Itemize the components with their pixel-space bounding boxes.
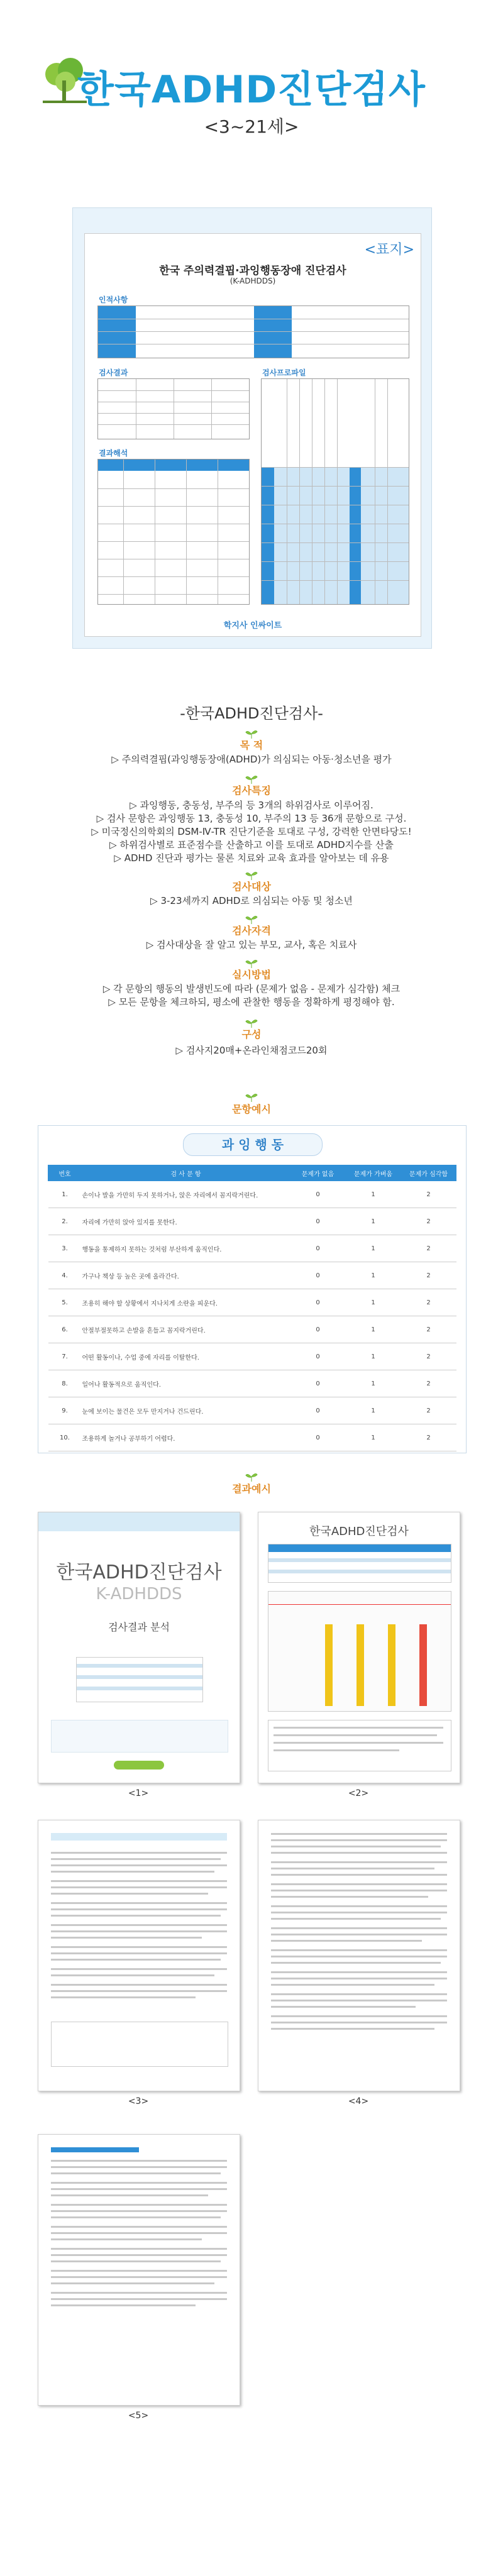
form-brand: 학지사 인싸이트 (223, 621, 282, 630)
col-header-none: 문제가 없음 (290, 1165, 346, 1181)
table-row: 4. 가구나 책상 등 높은 곳에 올라간다. 0 1 2 (48, 1262, 456, 1289)
example-card-title: 과 잉 행 동 (183, 1133, 323, 1156)
page-subtitle: <3~21세> (204, 116, 299, 137)
features-line-5: ▷ ADHD 진단과 평가는 물론 치료와 교육 효과를 알아보는 데 유용 (114, 852, 389, 864)
col-header-item: 검 사 문 항 (82, 1165, 290, 1181)
table-row: 7. 어떤 활동이나, 수업 중에 자리를 이탈한다. 0 1 2 (48, 1343, 456, 1370)
form-summary-heading: 결과해석 (99, 449, 128, 458)
features-line-3: ▷ 미국정신의학회의 DSM-Ⅳ-TR 진단기준을 토대로 구성, 강력한 안면타당도! (91, 826, 412, 837)
result-page-1-report: 검사결과 분석 (108, 1621, 170, 1633)
result-page-1-title: 한국ADHD진단검사 (56, 1561, 222, 1583)
col-header-severe: 문제가 심각함 (401, 1165, 456, 1181)
result-page-2 (258, 1512, 460, 1783)
table-row: 3. 행동을 통제하지 못하는 것처럼 부산하게 움직인다. 0 1 2 (48, 1235, 456, 1262)
composition-text: ▷ 검사지20매+온라인채점코드20회 (175, 1045, 328, 1056)
intro-heading: -한국ADHD진단검사- (180, 705, 323, 722)
table-row: 8. 일어나 활동적으로 움직인다. 0 1 2 (48, 1370, 456, 1397)
purpose-text: ▷ 주의력결핍(과잉행동장애(ADHD)가 의심되는 아동·청소년을 평가 (111, 754, 392, 765)
form-profile-heading: 검사프로파일 (262, 368, 306, 377)
result-page-1-sub: K-ADHDDS (96, 1585, 182, 1604)
features-line-1: ▷ 과잉행동, 충동성, 부주의 등 3개의 하위검사로 이루어짐. (130, 800, 373, 811)
composition-label: 구성 (241, 1028, 262, 1040)
form-title: 한국 주의력결핍·과잉행동장애 진단검사 (159, 265, 346, 277)
example-label: 문항예시 (232, 1103, 271, 1115)
results-label: 결과예시 (232, 1483, 271, 1495)
method-line-2: ▷ 모든 문항을 체크하되, 평소에 관찰한 행동을 정확하게 평정해야 함. (108, 996, 395, 1008)
form-subtitle: (K-ADHDDS) (229, 277, 276, 285)
features-line-4: ▷ 하위검사별로 표준점수를 산출하고 이를 토대로 ADHD지수를 산출 (109, 839, 394, 850)
profile-grid (261, 378, 409, 605)
summary-grid (97, 459, 250, 605)
qualification-label: 검사자격 (232, 925, 271, 937)
table-row: 5. 조용히 해야 할 상황에서 지나치게 소란을 피운다. 0 1 2 (48, 1289, 456, 1316)
col-header-number: 번호 (48, 1165, 82, 1181)
target-text: ▷ 3-23세까지 ADHD로 의심되는 아동 및 청소년 (150, 895, 353, 906)
example-card (38, 1125, 467, 1453)
result-caption-2: <2> (348, 1788, 369, 1798)
example-table (48, 1165, 456, 1451)
table-row: 6. 안절부절못하고 손발을 흔들고 꼼지락거린다. 0 1 2 (48, 1316, 456, 1343)
result-caption-1: <1> (128, 1788, 149, 1798)
result-page-2-title: 한국ADHD진단검사 (309, 1525, 409, 1538)
result-caption-3: <3> (128, 2096, 149, 2106)
result-caption-4: <4> (348, 2096, 369, 2106)
result-caption-5: <5> (128, 2411, 149, 2421)
features-line-2: ▷ 검사 문항은 과잉행동 13, 충동성 10, 부주의 13 등 36개 문항으로 구성. (96, 813, 407, 824)
form-card (84, 233, 421, 637)
features-label: 검사특징 (232, 784, 271, 796)
result-grid (97, 378, 250, 439)
form-tag: <표지> (364, 242, 414, 258)
table-row: 2. 자리에 가만히 앉아 있지를 못한다. 0 1 2 (48, 1208, 456, 1235)
col-header-mild: 문제가 가벼움 (346, 1165, 401, 1181)
method-line-1: ▷ 각 문항의 행동의 발생빈도에 따라 (문제가 없음 - 문제가 심각함) 체크 (102, 983, 401, 994)
personal-info-grid (97, 305, 409, 358)
page-title: 한국ADHD진단검사 (77, 68, 426, 112)
table-row: 1. 손이나 발을 가만히 두지 못하거나, 앉은 자리에서 꼼지락거린다. 0 1 2 (48, 1181, 456, 1208)
purpose-label: 목 적 (240, 739, 263, 751)
form-result-heading: 검사결과 (99, 368, 128, 377)
result-page-1 (38, 1512, 240, 1783)
form-personal-heading: 인적사항 (99, 295, 128, 304)
table-row: 9. 눈에 보이는 물건은 모두 만지거나 건드린다. 0 1 2 (48, 1397, 456, 1424)
qualification-text: ▷ 검사대상을 잘 알고 있는 부모, 교사, 혹은 치료사 (146, 939, 357, 950)
sample-form-image (72, 207, 432, 649)
result-page-4 (258, 1820, 460, 2091)
target-label: 검사대상 (232, 881, 271, 893)
method-label: 실시방법 (232, 969, 271, 981)
result-page-3 (38, 1820, 240, 2091)
table-row: 10. 조용하게 놀거나 공부하기 어렵다. 0 1 2 (48, 1424, 456, 1451)
result-page-5 (38, 2134, 240, 2406)
